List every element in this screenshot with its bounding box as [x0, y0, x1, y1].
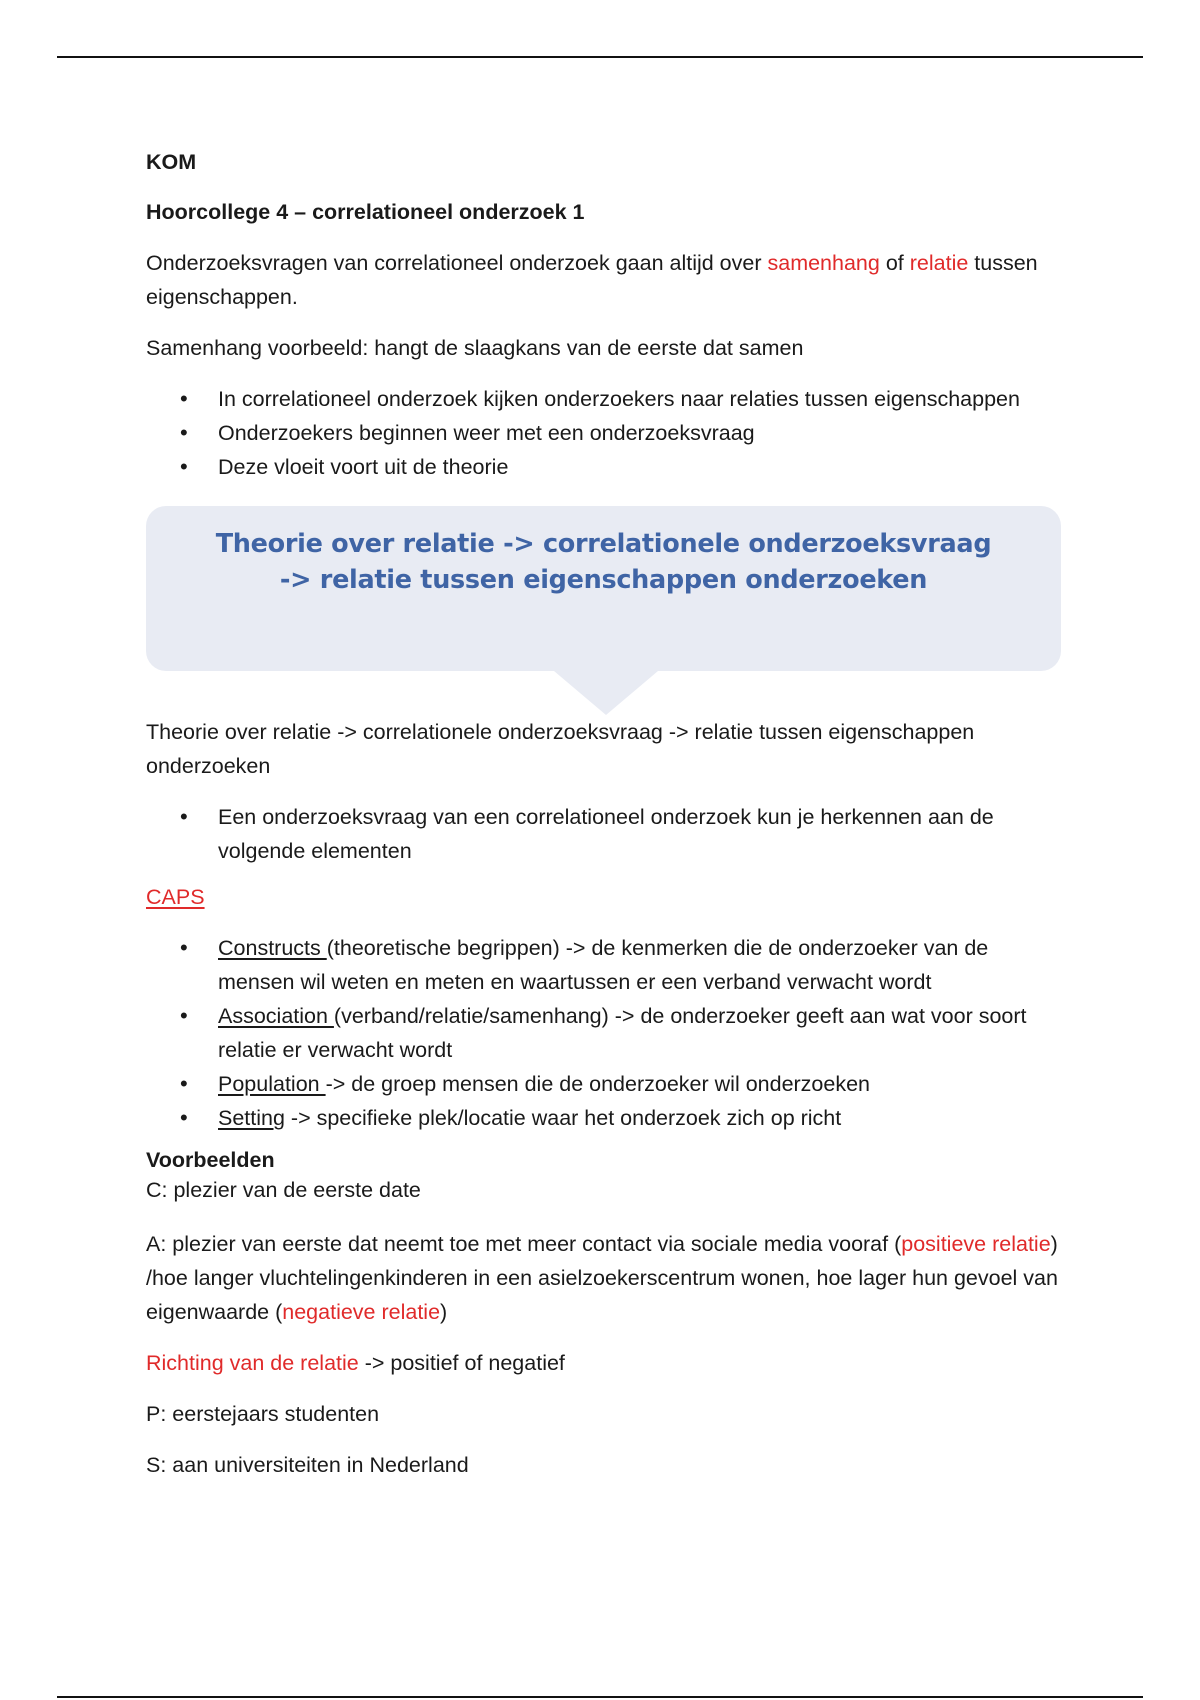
caps-term: Population	[218, 1072, 326, 1096]
caps-term: Constructs	[218, 936, 327, 960]
callout-speech-bubble	[146, 506, 1061, 671]
example-a	[146, 1227, 1061, 1329]
bottom-rule	[57, 1696, 1143, 1698]
intro-text: tussen eigenschappen.	[146, 251, 1038, 309]
examples-heading: Voorbeelden	[146, 1148, 275, 1172]
lecture-title: Hoorcollege 4 – correlationeel onderzoek 1	[146, 200, 585, 224]
caps-desc: (verband/relatie/samenhang) -> de onderzoeker geeft aan wat voor soort relatie er verwacht wordt	[218, 1004, 1027, 1062]
positive-relation: positieve relatie	[901, 1232, 1051, 1256]
direction-rest: -> positief of negatief	[358, 1351, 565, 1375]
caps-desc: -> specifieke plek/locatie waar het onderzoek zich op richt	[284, 1106, 842, 1130]
intro-text: of	[879, 251, 910, 275]
direction-line	[146, 1346, 1061, 1380]
caps-item-association	[146, 999, 1061, 1067]
example-p: P: eerstejaars studenten	[146, 1402, 380, 1426]
recognize-bullet-list	[146, 800, 1061, 868]
example-c: C: plezier van de eerste date	[146, 1178, 421, 1202]
example-a-text: A: plezier van eerste dat neemt toe met meer contact via sociale media vooraf (	[146, 1232, 902, 1256]
direction-label: Richting van de relatie	[146, 1351, 359, 1375]
example-a-text: ) /hoe langer vluchtelingenkinderen in een asielzoekerscentrum wonen, hoe lager hun gevoel van eigenwaarde (	[146, 1232, 1058, 1324]
document-body	[146, 145, 1061, 1482]
top-rule	[57, 56, 1143, 58]
caps-list	[146, 931, 1061, 1135]
caps-desc: (theoretische begrippen) -> de kenmerken die de onderzoeker van de mensen wil weten en meten en waartussen er een verband verwacht wordt	[218, 936, 989, 994]
example-a-text: )	[440, 1300, 448, 1324]
highlight-relatie: relatie	[909, 251, 969, 275]
caps-label: CAPS	[146, 885, 205, 909]
caps-desc: -> de groep mensen die de onderzoeker wil onderzoeken	[325, 1072, 871, 1096]
caps-term: Association	[218, 1004, 334, 1028]
list-item: • Deze vloeit voort uit de theorie	[146, 450, 1061, 484]
caps-item-constructs	[146, 931, 1061, 999]
intro-bullet-list	[146, 382, 1061, 484]
callout-line-2: -> relatie tussen eigenschappen onderzoeken	[279, 565, 928, 595]
example-line: Samenhang voorbeeld: hangt de slaagkans van de eerste dat samen	[146, 336, 804, 360]
course-code: KOM	[146, 150, 197, 174]
list-item: • Een onderzoeksvraag van een correlationeel onderzoek kun je herkennen aan de volgende elementen	[146, 800, 1061, 868]
list-item: • In correlationeel onderzoek kijken onderzoekers naar relaties tussen eigenschappen	[146, 382, 1061, 416]
intro-text: Onderzoeksvragen van correlationeel onderzoek gaan altijd over	[146, 251, 768, 275]
caps-item-setting	[146, 1101, 1061, 1135]
negative-relation: negatieve relatie	[282, 1300, 441, 1324]
example-s: S: aan universiteiten in Nederland	[146, 1453, 469, 1477]
flow-paragraph: Theorie over relatie -> correlationele onderzoeksvraag -> relatie tussen eigenschappen onderzoeken	[146, 720, 975, 778]
intro-paragraph	[146, 246, 1061, 314]
callout-line-1: Theorie over relatie -> correlationele onderzoeksvraag	[215, 529, 992, 559]
caps-term: Setting	[218, 1106, 285, 1130]
list-item: • Onderzoekers beginnen weer met een onderzoeksvraag	[146, 416, 1061, 450]
caps-item-population	[146, 1067, 1061, 1101]
highlight-samenhang: samenhang	[767, 251, 880, 275]
